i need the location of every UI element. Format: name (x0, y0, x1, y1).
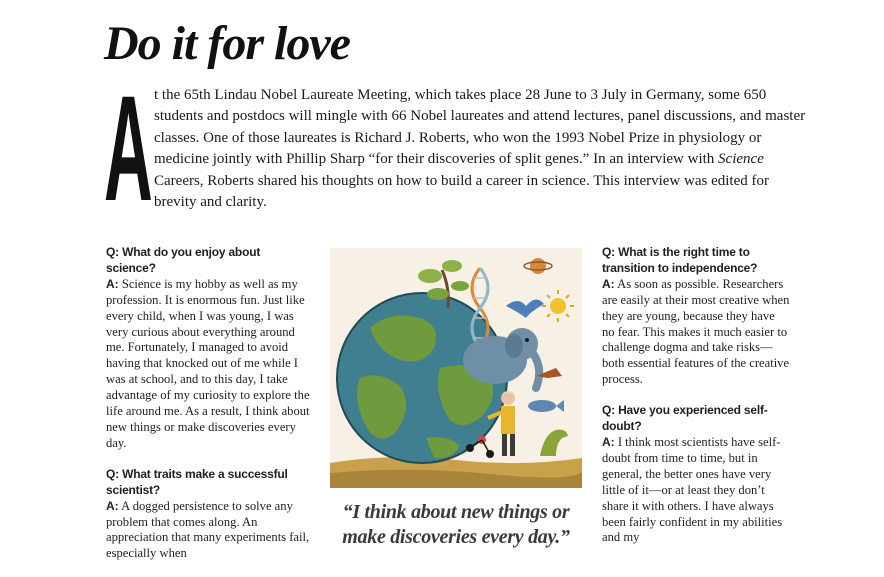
question-4: Q: Have you experienced self-doubt? (602, 403, 768, 434)
answer-label-4: A: (602, 434, 615, 449)
intro-italic-science: Science (718, 151, 764, 168)
answer-3: As soon as possible. Researchers are easily at their most creative when they are young, because they have no fear. This makes it much easier to challenge dogma and take risks—both essential features of the creative process. (602, 276, 790, 387)
qa-block-1 (106, 245, 312, 452)
globe-illustration-svg (330, 248, 582, 488)
qa-block-4 (602, 403, 790, 546)
intro-paragraph (154, 85, 814, 213)
illustration-globe (330, 248, 582, 488)
answer-label-2: A: (106, 498, 119, 513)
question-1: Q: What do you enjoy about science? (106, 245, 261, 275)
intro-text-2: Careers, Roberts shared his thoughts on how to build a career in science. This interview was edited for brevity and clarity. (154, 172, 769, 211)
left-column (106, 245, 312, 577)
qa-block-3 (602, 245, 790, 388)
question-3: Q: What is the right time to transition to independence? (602, 245, 758, 275)
pull-quote: “I think about new things or make discoveries every day.” (342, 501, 570, 548)
intro-text-1: t the 65th Lindau Nobel Laureate Meeting, which takes place 28 June to 3 July in Germany, some 650 students and postdocs will mingle with 66 Nobel laureates and attend lectures, panel discussions, and master classes. One of those laureates is Richard J. Roberts, who won the 1993 Nobel Prize in physiology or medicine jointly with Phillip Sharp “for their discoveries of split genes.” In an interview with (154, 87, 806, 168)
right-column (602, 245, 790, 561)
answer-2: A dogged persistence to solve any problem that comes along. An appreciation that many experiments fail, especially when (106, 498, 310, 561)
answer-4: I think most scientists have self-doubt from time to time, but in general, the better ones have very little of it—or at least they don’t share it with others. I have always been fairly confident in my abilities and my (602, 434, 783, 545)
drop-cap: A (104, 64, 153, 232)
qa-block-2 (106, 467, 312, 562)
article-title: Do it for love (104, 17, 350, 70)
answer-label-1: A: (106, 276, 119, 291)
answer-label-3: A: (602, 276, 615, 291)
answer-1: Science is my hobby as well as my profession. It is enormous fun. Just like every child, when I was young, I was very curious about everything around me. Fortunately, I managed to avoid having that knocked out of me while I was at school, and to this day, I take advantage of my curiosity to explore the life around me. As a result, I think about new things or make discoveries every day. (106, 276, 310, 450)
question-2: Q: What traits make a successful scientist? (106, 466, 288, 497)
